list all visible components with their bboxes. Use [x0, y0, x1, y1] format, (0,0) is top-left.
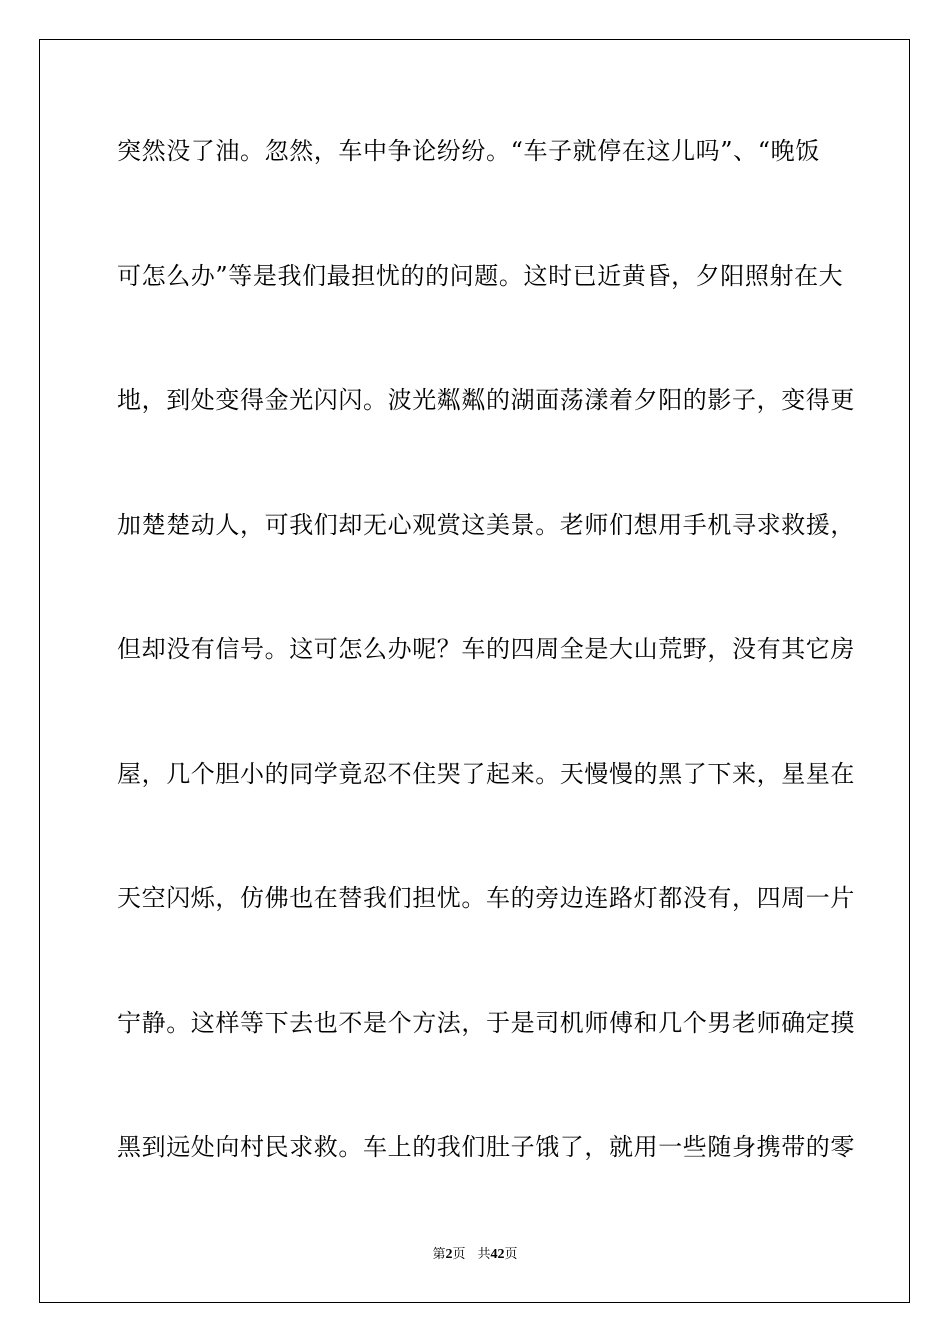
text-line: 突然没了油。忽然，车中争论纷纷。“车子就停在这儿吗”、“晚饭	[117, 137, 820, 165]
page-footer	[0, 1246, 950, 1264]
total-pages: 42	[490, 1247, 505, 1262]
page-prefix: 第	[432, 1247, 446, 1262]
text-line: 地，到处变得金光闪闪。波光粼粼的湖面荡漾着夕阳的影子，变得更	[117, 386, 855, 414]
text-line: 黑到远处向村民求救。车上的我们肚子饿了，就用一些随身携带的零	[117, 1133, 855, 1161]
text-line: 宁静。这样等下去也不是个方法，于是司机师傅和几个男老师确定摸	[117, 1008, 855, 1037]
page-suffix: 页	[452, 1247, 466, 1262]
page-number-current	[432, 1247, 465, 1262]
total-prefix: 共	[477, 1247, 491, 1262]
text-line: 但却没有信号。这可怎么办呢？车的四周全是大山荒野，没有其它房	[117, 635, 855, 663]
total-suffix: 页	[504, 1247, 518, 1262]
text-line: 天空闪烁，仿佛也在替我们担忧。车的旁边连路灯都没有，四周一片	[117, 884, 855, 912]
page-number-total	[478, 1247, 518, 1262]
text-line: 加楚楚动人，可我们却无心观赏这美景。老师们想用手机寻求救援，	[117, 510, 855, 539]
text-line: 屋，几个胆小的同学竟忍不住哭了起来。天慢慢的黑了下来，星星在	[117, 759, 855, 788]
body-text	[117, 128, 855, 1249]
page-number: 2	[445, 1247, 453, 1262]
text-line: 可怎么办”等是我们最担忧的的问题。这时已近黄昏，夕阳照射在大	[117, 261, 844, 290]
